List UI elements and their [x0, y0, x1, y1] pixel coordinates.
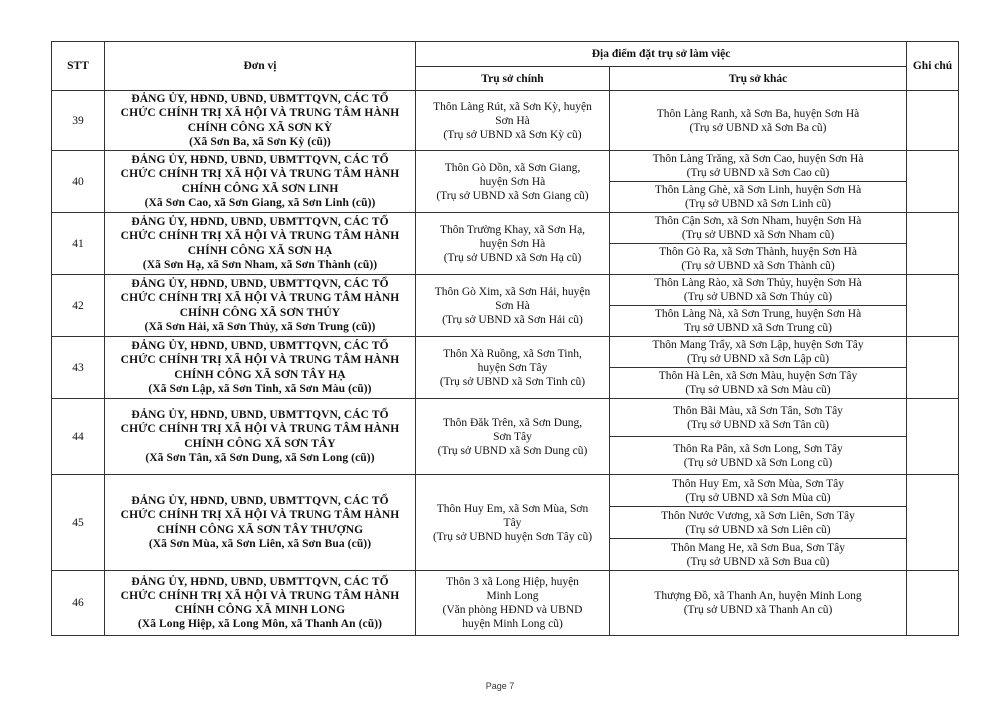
table-body: [52, 91, 959, 636]
other-office-cell: [610, 368, 907, 399]
unit-line: CHỨC CHÍNH TRỊ XÃ HỘI VÀ TRUNG TÂM HÀNH: [120, 230, 400, 243]
unit-line: (Xã Sơn Mùa, xã Sơn Liên, xã Sơn Bua (cũ)): [148, 537, 372, 550]
other-office-line: Thôn Hà Lên, xã Sơn Màu, huyện Sơn Tây: [658, 370, 858, 382]
other-office-line: (Trụ sở UBND xã Sơn Nham cũ): [681, 229, 835, 241]
table-row: [52, 275, 959, 306]
other-office-line: (Trụ sở UBND xã Sơn Bua cũ): [686, 555, 830, 568]
main-office-line: Tây: [503, 516, 522, 529]
header-ghi-chu: Ghi chú: [907, 42, 959, 91]
other-office-cell: [610, 475, 907, 507]
unit-line: CHÍNH CÔNG XÃ MINH LONG: [174, 604, 346, 616]
other-office-line: (Trụ sở UBND xã Sơn Ba cũ): [689, 121, 827, 134]
unit-line: (Xã Long Hiệp, xã Long Môn, xã Thanh An (cũ)): [137, 618, 383, 631]
unit-cell: [105, 571, 416, 636]
unit-line: (Xã Sơn Cao, xã Sơn Giang, xã Sơn Linh (cũ)): [144, 196, 376, 209]
main-office-line: Thôn Gò Dồn, xã Sơn Giang,: [444, 161, 581, 174]
unit-line: CHÍNH CÔNG XÃ SƠN TÂY THƯỢNG: [156, 523, 364, 536]
other-office-line: (Trụ sở UBND xã Sơn Cao cũ): [686, 167, 830, 179]
other-office-cell: [610, 399, 907, 437]
other-office-line: (Trụ sở UBND xã Sơn Màu cũ): [685, 384, 831, 396]
other-office-line: Thượng Đồ, xã Thanh An, huyện Minh Long: [654, 590, 862, 602]
main-office-cell: [416, 571, 610, 636]
main-office-line: huyện Sơn Tây: [477, 361, 548, 374]
unit-line: ĐẢNG ỦY, HĐND, UBND, UBMTTQVN, CÁC TỔ: [131, 154, 389, 167]
unit-line: CHÍNH CÔNG XÃ SƠN THỦY: [179, 306, 341, 319]
main-office-cell: [416, 213, 610, 275]
other-office-line: (Trụ sở UBND xã Sơn Thành cũ): [681, 260, 835, 272]
note-cell: [907, 275, 959, 337]
other-office-line: Thôn Làng Ghè, xã Sơn Linh, huyện Sơn Hà: [654, 184, 862, 196]
unit-line: ĐẢNG ỦY, HĐND, UBND, UBMTTQVN, CÁC TỔ: [131, 93, 389, 106]
note-cell: [907, 337, 959, 399]
other-office-line: Thôn Mang He, xã Sơn Bua, Sơn Tây: [671, 541, 845, 554]
header-tru-so-khac: Trụ sở khác: [610, 67, 907, 91]
main-office-cell: [416, 275, 610, 337]
unit-line: CHÍNH CÔNG XÃ SƠN LINH: [181, 182, 339, 195]
header-dia-diem: Địa điểm đặt trụ sở làm việc: [416, 42, 907, 67]
main-office-line: huyện Sơn Hà: [479, 175, 546, 188]
main-office-cell: [416, 91, 610, 151]
other-office-line: (Trụ sở UBND xã Sơn Long cũ): [683, 456, 833, 469]
other-office-line: Trụ sở UBND xã Sơn Trung cũ): [684, 322, 832, 334]
note-cell: [907, 571, 959, 636]
other-office-cell: [610, 306, 907, 337]
main-office-line: (Văn phòng HĐND và UBND: [442, 604, 583, 616]
main-office-line: (Trụ sở UBND xã Sơn Tinh cũ): [439, 375, 586, 388]
stt-cell: 46: [52, 571, 105, 636]
other-office-line: (Trụ sở UBND xã Sơn Lập cũ): [686, 353, 830, 365]
table-row: [52, 399, 959, 437]
table-row: [52, 151, 959, 182]
other-office-cell: [610, 244, 907, 275]
unit-line: CHỨC CHÍNH TRỊ XÃ HỘI VÀ TRUNG TÂM HÀNH: [120, 168, 400, 181]
other-office-line: Thôn Làng Ranh, xã Sơn Ba, huyện Sơn Hà: [656, 107, 860, 120]
other-office-line: (Trụ sở UBND xã Thanh An cũ): [683, 604, 833, 616]
note-cell: [907, 151, 959, 213]
offices-table: [51, 41, 959, 636]
main-office-line: huyện Sơn Hà: [479, 237, 546, 250]
unit-line: (Xã Sơn Tân, xã Sơn Dung, xã Sơn Long (cũ)): [145, 451, 375, 464]
note-cell: [907, 213, 959, 275]
stt-cell: 45: [52, 475, 105, 571]
other-office-line: (Trụ sở UBND xã Sơn Thủy cũ): [683, 291, 833, 303]
other-office-line: Thôn Làng Trăng, xã Sơn Cao, huyện Sơn Hà: [652, 153, 864, 165]
stt-cell: 43: [52, 337, 105, 399]
unit-line: CHỨC CHÍNH TRỊ XÃ HỘI VÀ TRUNG TÂM HÀNH: [120, 509, 400, 522]
header-stt: STT: [52, 42, 105, 91]
other-office-line: (Trụ sở UBND xã Sơn Linh cũ): [685, 198, 831, 210]
unit-line: ĐẢNG ỦY, HĐND, UBND, UBMTTQVN, CÁC TỔ: [131, 409, 389, 422]
unit-line: CHỨC CHÍNH TRỊ XÃ HỘI VÀ TRUNG TÂM HÀNH: [120, 292, 400, 305]
unit-cell: [105, 475, 416, 571]
unit-cell: [105, 151, 416, 213]
main-office-line: Sơn Tây: [493, 430, 532, 443]
other-office-cell: [610, 337, 907, 368]
table-row: [52, 213, 959, 244]
main-office-line: (Trụ sở UBND xã Sơn Hải cũ): [442, 313, 583, 326]
stt-cell: 40: [52, 151, 105, 213]
other-office-cell: [610, 275, 907, 306]
unit-line: CHÍNH CÔNG XÃ SƠN KỲ: [187, 121, 333, 134]
unit-line: ĐẢNG ỦY, HĐND, UBND, UBMTTQVN, CÁC TỔ: [131, 495, 389, 508]
main-office-line: Thôn Gò Xim, xã Sơn Hải, huyện: [434, 285, 591, 298]
other-office-cell: [610, 437, 907, 475]
main-office-line: (Trụ sở UBND xã Sơn Giang cũ): [436, 189, 589, 202]
main-office-line: (Trụ sở UBND huyện Sơn Tây cũ): [432, 530, 593, 543]
page-number: Page 7: [485, 681, 515, 691]
main-office-line: Sơn Hà: [495, 299, 530, 312]
other-office-cell: [610, 507, 907, 539]
unit-line: CHÍNH CÔNG XÃ SƠN HẠ: [187, 244, 333, 257]
stt-cell: 42: [52, 275, 105, 337]
other-office-line: Thôn Làng Rào, xã Sơn Thủy, huyện Sơn Hà: [654, 277, 862, 289]
main-office-line: Sơn Hà: [495, 114, 530, 127]
main-office-line: Thôn Huy Em, xã Sơn Mùa, Sơn: [436, 502, 589, 515]
main-office-line: huyện Minh Long cũ): [462, 618, 563, 630]
other-office-line: (Trụ sở UBND xã Sơn Liên cũ): [685, 523, 831, 536]
unit-line: (Xã Sơn Hạ, xã Sơn Nham, xã Sơn Thành (cũ)): [142, 258, 378, 271]
note-cell: [907, 91, 959, 151]
unit-line: CHÍNH CÔNG XÃ SƠN TÂY: [184, 437, 336, 450]
unit-line: (Xã Sơn Lập, xã Sơn Tinh, xã Sơn Màu (cũ)): [148, 382, 372, 395]
header-tru-so-chinh: Trụ sở chính: [416, 67, 610, 91]
unit-line: (Xã Sơn Hải, xã Sơn Thủy, xã Sơn Trung (cũ)): [144, 320, 376, 333]
other-office-line: Thôn Làng Nà, xã Sơn Trung, huyện Sơn Hà: [654, 308, 862, 320]
other-office-line: Thôn Mang Trẩy, xã Sơn Lập, huyện Sơn Tây: [652, 339, 864, 351]
other-office-line: Thôn Gò Ra, xã Sơn Thành, huyện Sơn Hà: [659, 246, 857, 258]
main-office-cell: [416, 337, 610, 399]
other-office-line: Thôn Ra Pân, xã Sơn Long, Sơn Tây: [673, 442, 843, 455]
other-office-line: Thôn Cận Sơn, xã Sơn Nham, huyện Sơn Hà: [654, 215, 862, 227]
other-office-line: (Trụ sở UBND xã Sơn Tân cũ): [687, 418, 829, 431]
main-office-line: (Trụ sở UBND xã Sơn Dung cũ): [437, 444, 588, 457]
unit-line: CHỨC CHÍNH TRỊ XÃ HỘI VÀ TRUNG TÂM HÀNH: [120, 354, 400, 367]
other-office-cell: [610, 151, 907, 182]
main-office-line: (Trụ sở UBND xã Sơn Hạ cũ): [443, 251, 582, 264]
unit-line: (Xã Sơn Ba, xã Sơn Kỳ (cũ)): [189, 135, 331, 148]
unit-line: ĐẢNG ỦY, HĐND, UBND, UBMTTQVN, CÁC TỔ: [131, 340, 389, 353]
main-office-line: Thôn Xà Ruồng, xã Sơn Tinh,: [443, 347, 582, 360]
unit-line: ĐẢNG ỦY, HĐND, UBND, UBMTTQVN, CÁC TỔ: [131, 216, 389, 229]
other-office-cell: [610, 539, 907, 571]
other-office-line: Thôn Bãi Màu, xã Sơn Tân, Sơn Tây: [673, 404, 843, 417]
unit-cell: [105, 337, 416, 399]
unit-line: CHỨC CHÍNH TRỊ XÃ HỘI VÀ TRUNG TÂM HÀNH: [120, 423, 400, 436]
other-office-cell: [610, 213, 907, 244]
other-office-cell: [610, 182, 907, 213]
main-office-cell: [416, 475, 610, 571]
main-office-line: Thôn Làng Rút, xã Sơn Kỳ, huyện: [433, 100, 592, 113]
note-cell: [907, 475, 959, 571]
stt-cell: 44: [52, 399, 105, 475]
main-office-line: Thôn Đăk Trên, xã Sơn Dung,: [442, 416, 583, 429]
unit-line: ĐẢNG ỦY, HĐND, UBND, UBMTTQVN, CÁC TỔ: [131, 278, 389, 291]
unit-line: CHỨC CHÍNH TRỊ XÃ HỘI VÀ TRUNG TÂM HÀNH: [120, 107, 400, 120]
unit-cell: [105, 213, 416, 275]
main-office-line: Thôn 3 xã Long Hiệp, huyện: [446, 576, 579, 588]
main-office-cell: [416, 399, 610, 475]
main-office-line: (Trụ sở UBND xã Sơn Kỳ cũ): [443, 128, 582, 141]
table-row: [52, 91, 959, 151]
note-cell: [907, 399, 959, 475]
main-office-line: Thôn Trường Khay, xã Sơn Hạ,: [439, 223, 586, 236]
unit-line: CHỨC CHÍNH TRỊ XÃ HỘI VÀ TRUNG TÂM HÀNH: [120, 589, 400, 602]
table-row: [52, 571, 959, 636]
unit-cell: [105, 91, 416, 151]
main-office-cell: [416, 151, 610, 213]
unit-cell: [105, 399, 416, 475]
other-office-cell: [610, 571, 907, 636]
unit-line: CHÍNH CÔNG XÃ SƠN TÂY HẠ: [174, 368, 346, 381]
table-row: [52, 337, 959, 368]
unit-cell: [105, 275, 416, 337]
header-don-vi: Đơn vị: [105, 42, 416, 91]
main-office-line: Minh Long: [486, 590, 539, 602]
stt-cell: 41: [52, 213, 105, 275]
unit-line: ĐẢNG ỦY, HĐND, UBND, UBMTTQVN, CÁC TỔ: [131, 575, 389, 588]
other-office-line: Thôn Huy Em, xã Sơn Mùa, Sơn Tây: [672, 477, 844, 490]
other-office-line: (Trụ sở UBND xã Sơn Mùa cũ): [685, 491, 831, 504]
table-row: [52, 475, 959, 507]
stt-cell: 39: [52, 91, 105, 151]
other-office-line: Thôn Nước Vương, xã Sơn Liên, Sơn Tây: [661, 509, 855, 522]
other-office-cell: [610, 91, 907, 151]
